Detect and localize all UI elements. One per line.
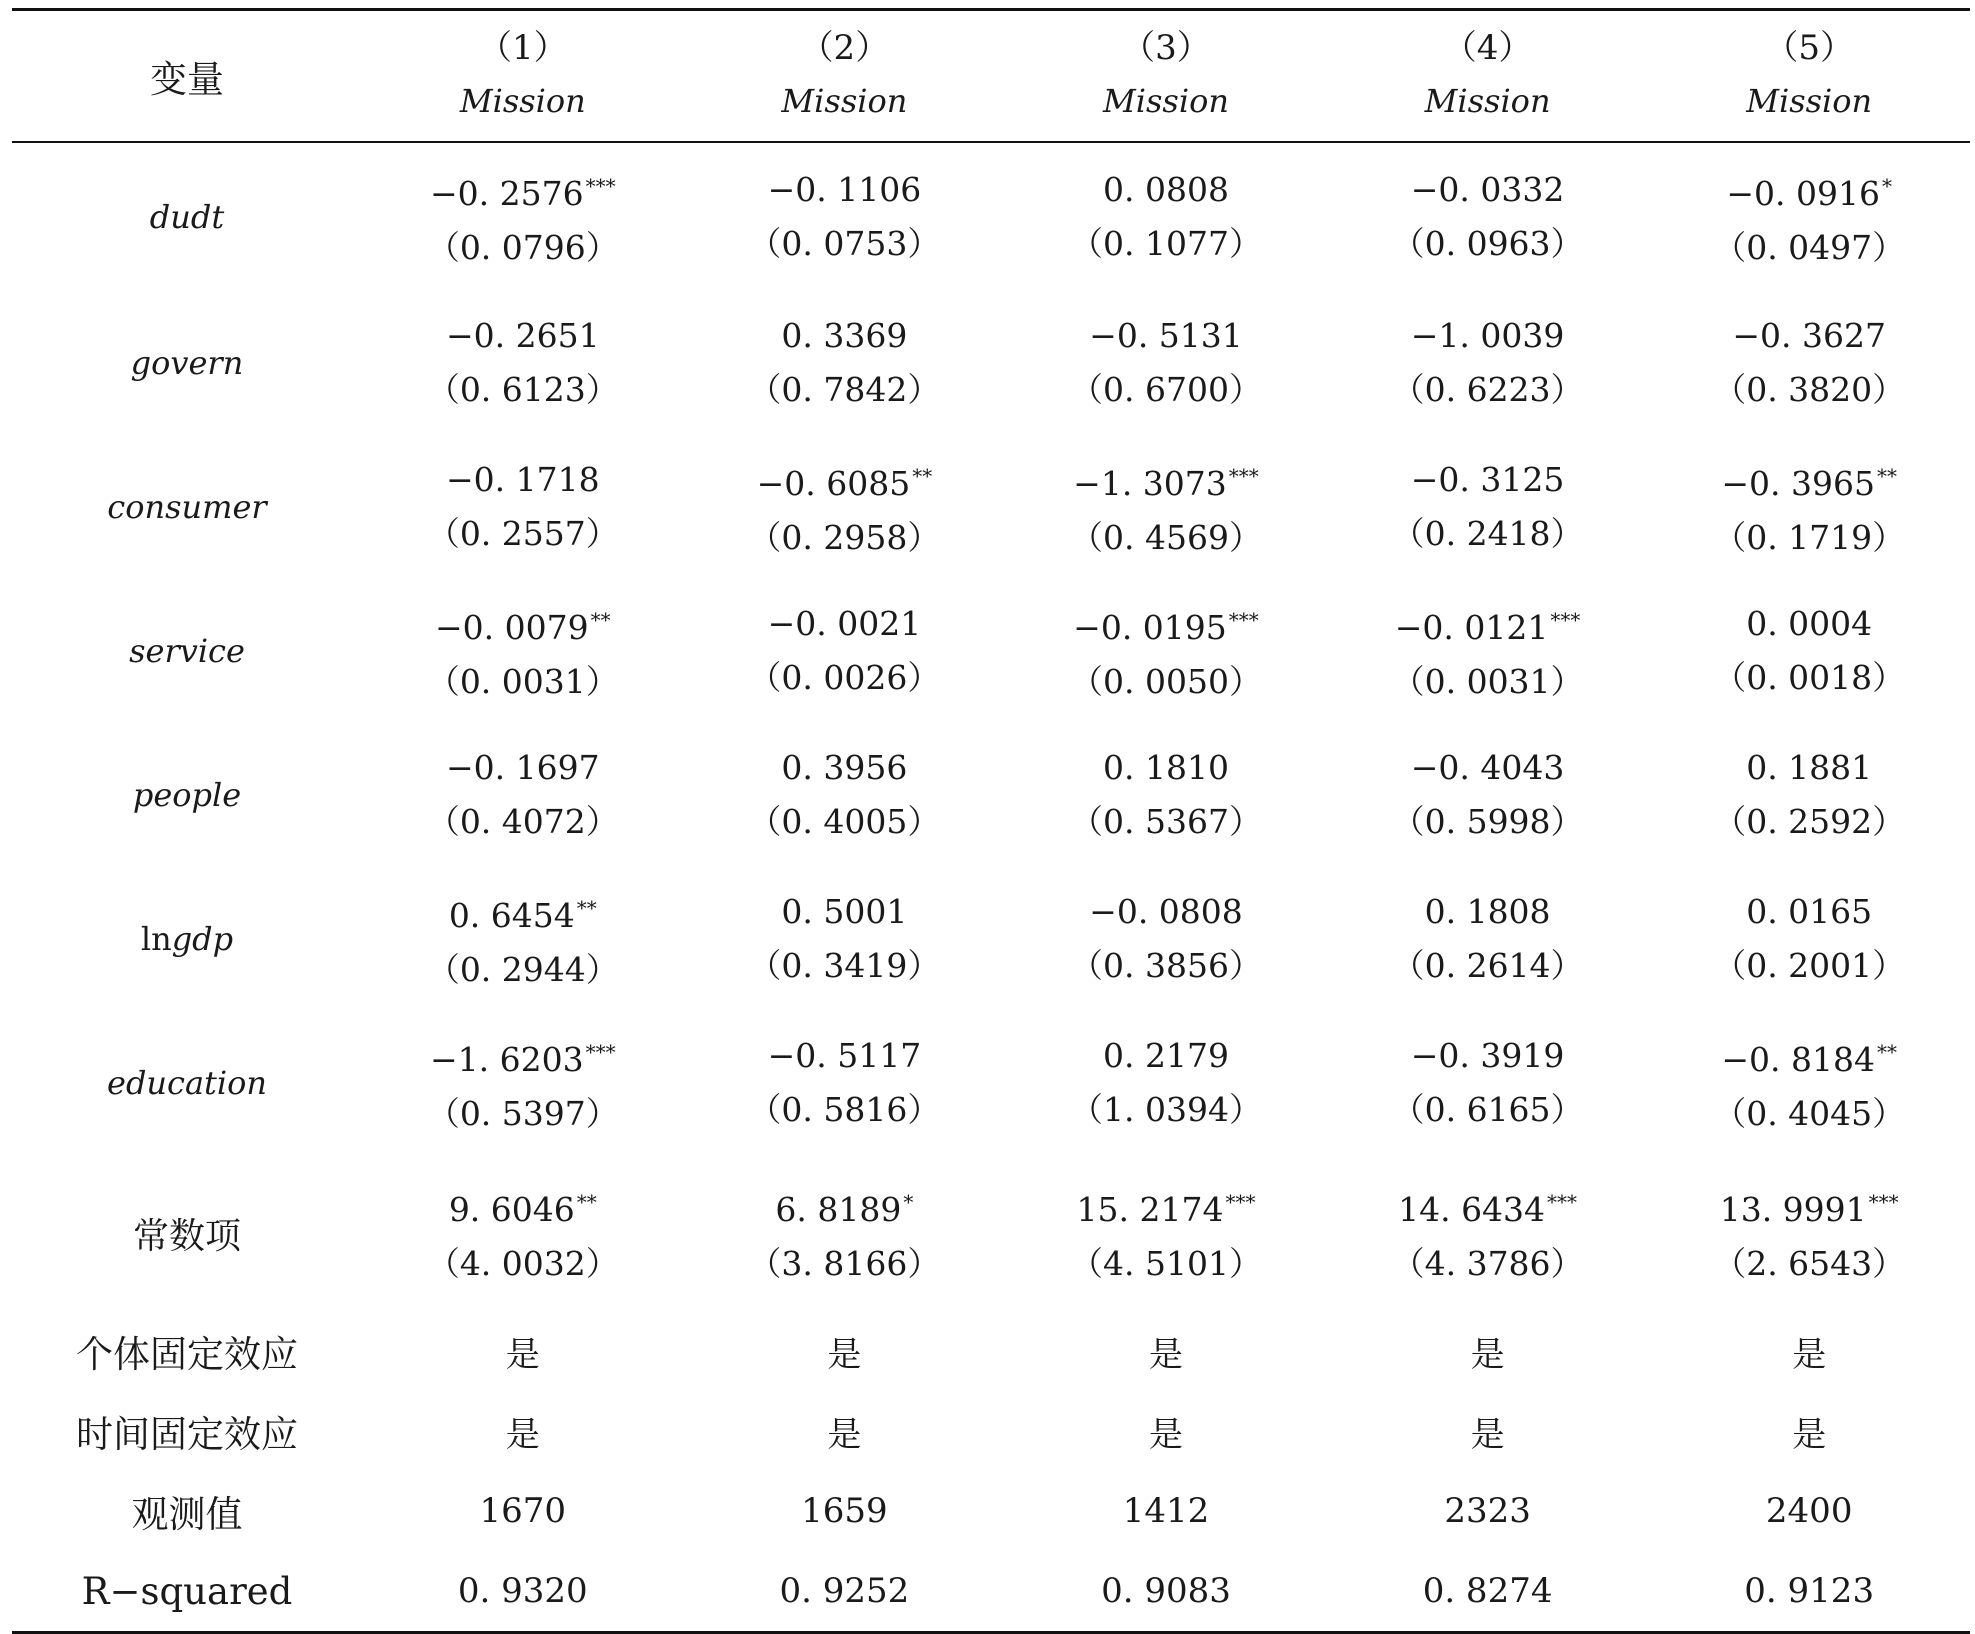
- coefficient: [362, 159, 684, 221]
- standard-error: （0. 2944）: [426, 950, 619, 989]
- coefficient-value: −1. 0039: [1410, 316, 1565, 355]
- coefficient-row: [12, 291, 1970, 435]
- estimate-cell: [1327, 867, 1649, 1011]
- standard-error: （0. 3820）: [1713, 370, 1906, 409]
- summary-value: 0. 8274: [1327, 1551, 1649, 1633]
- summary-value: 1659: [801, 1491, 888, 1531]
- estimate-cell: [362, 142, 684, 291]
- coefficient: [362, 741, 684, 795]
- standard-error: （0. 4005）: [748, 802, 941, 841]
- significance-stars: ***: [1225, 1190, 1256, 1214]
- variable-name-text: service: [129, 632, 245, 670]
- variable-name: [12, 291, 362, 435]
- summary-value: 0. 9320: [362, 1551, 684, 1633]
- estimate-block: [362, 1025, 684, 1141]
- coefficient: [684, 885, 1006, 939]
- summary-row: [12, 1551, 1970, 1633]
- variable-name: [12, 723, 362, 867]
- standard-error: （0. 5367）: [1070, 802, 1262, 841]
- model-number: （4）: [1442, 28, 1533, 68]
- model-number: （3）: [1121, 28, 1211, 68]
- coefficient-value: −0. 0021: [767, 604, 922, 643]
- estimate-cell: [1005, 291, 1327, 435]
- summary-value: 1412: [1122, 1491, 1210, 1531]
- standard-error: （0. 1077）: [1070, 224, 1262, 263]
- estimate-cell: [1648, 579, 1970, 723]
- standard-error: （0. 0018）: [1713, 658, 1906, 697]
- standard-error: （0. 5397）: [426, 1094, 619, 1133]
- variable-name: [12, 142, 362, 291]
- estimate-cell: [1327, 142, 1649, 291]
- coefficient-value: 0. 6454: [448, 896, 575, 935]
- coefficient: [1005, 741, 1327, 795]
- estimate-cell: [1648, 723, 1970, 867]
- standard-error: （0. 4045）: [1713, 1094, 1906, 1133]
- summary-value: 2323: [1444, 1491, 1531, 1531]
- estimate-block: [1005, 1029, 1327, 1137]
- estimate-block: [684, 1029, 1006, 1137]
- estimate-cell: [362, 435, 684, 579]
- standard-error: （0. 2001）: [1713, 946, 1906, 985]
- coefficient: [1005, 163, 1327, 217]
- estimate-cell: [1005, 1155, 1327, 1311]
- coefficient: [1327, 309, 1649, 363]
- significance-stars: *: [1881, 174, 1892, 198]
- coefficient-row: [12, 723, 1970, 867]
- estimate-block: [684, 309, 1006, 417]
- estimate-cell: [1327, 435, 1649, 579]
- table-body: [12, 142, 1970, 1633]
- significance-stars: ***: [1228, 464, 1259, 488]
- estimate-block: [1005, 449, 1327, 565]
- estimate-cell: [684, 867, 1006, 1011]
- coefficient-value: 9. 6046: [448, 1190, 575, 1229]
- coefficient: [1327, 741, 1649, 795]
- coefficient-value: −0. 5117: [767, 1036, 922, 1075]
- coefficient: [362, 881, 684, 943]
- variable-name-text: gdp: [171, 920, 234, 958]
- estimate-cell: [1327, 579, 1649, 723]
- summary-value: 是: [1792, 1334, 1827, 1375]
- coefficient: [1648, 309, 1970, 363]
- standard-error: （0. 7842）: [748, 370, 941, 409]
- variable-name: [12, 1155, 362, 1311]
- coefficient: [684, 163, 1006, 217]
- coefficient: [684, 1175, 1006, 1237]
- coefficient-value: −0. 1106: [767, 170, 922, 209]
- coefficient-value: −0. 1718: [445, 460, 600, 499]
- variable-name: [12, 435, 362, 579]
- standard-error: （2. 6543）: [1713, 1244, 1906, 1283]
- variable-name: [12, 867, 362, 1011]
- standard-error: （0. 0050）: [1070, 662, 1262, 701]
- estimate-cell: [1005, 867, 1327, 1011]
- standard-error: （4. 5101）: [1070, 1244, 1262, 1283]
- estimate-cell: [1648, 291, 1970, 435]
- coefficient: [684, 741, 1006, 795]
- estimate-cell: [684, 291, 1006, 435]
- estimate-block: [1648, 159, 1970, 275]
- variable-name-text: people: [132, 776, 242, 814]
- summary-value: 是: [1148, 1334, 1183, 1375]
- summary-row: [12, 1391, 1970, 1471]
- model-column-header-1: [362, 10, 684, 143]
- coefficient-value: 0. 3369: [781, 316, 908, 355]
- summary-value: 是: [505, 1334, 540, 1375]
- summary-value: 是: [827, 1334, 862, 1375]
- variable-name-prefix: ln: [140, 920, 172, 958]
- coefficient: [362, 593, 684, 655]
- coefficient-value: −0. 0916: [1726, 174, 1880, 213]
- significance-stars: **: [1876, 1040, 1897, 1064]
- dependent-variable: Mission: [1103, 82, 1229, 120]
- standard-error: （0. 0026）: [748, 658, 941, 697]
- coefficient-value: 0. 0004: [1746, 604, 1873, 643]
- estimate-cell: [684, 579, 1006, 723]
- variable-name-text: govern: [130, 344, 244, 382]
- coefficient: [362, 309, 684, 363]
- model-column-header-5: [1648, 10, 1970, 143]
- estimate-block: [362, 309, 684, 417]
- coefficient: [1005, 593, 1327, 655]
- coefficient: [1327, 1175, 1649, 1237]
- coefficient-value: 14. 6434: [1398, 1190, 1546, 1229]
- coefficient: [1648, 1175, 1970, 1237]
- coefficient-row: [12, 1011, 1970, 1155]
- estimate-cell: [362, 867, 684, 1011]
- estimate-block: [1327, 593, 1649, 709]
- summary-row: [12, 1471, 1970, 1551]
- summary-value: 0. 9083: [1005, 1551, 1327, 1633]
- estimate-block: [1327, 741, 1649, 849]
- estimate-block: [1648, 1025, 1970, 1141]
- estimate-block: [1005, 593, 1327, 709]
- coefficient-value: −0. 1697: [445, 748, 600, 787]
- standard-error: （1. 0394）: [1070, 1090, 1262, 1129]
- estimate-block: [1327, 885, 1649, 993]
- coefficient: [1327, 885, 1649, 939]
- standard-error: （0. 2958）: [748, 518, 941, 557]
- coefficient: [362, 453, 684, 507]
- standard-error: （0. 2557）: [426, 514, 619, 553]
- summary-label: R−squared: [12, 1551, 362, 1633]
- significance-stars: ***: [1547, 1190, 1578, 1214]
- standard-error: （0. 4072）: [426, 802, 619, 841]
- header-row: [12, 10, 1970, 143]
- estimate-block: [1648, 885, 1970, 993]
- estimate-block: [362, 159, 684, 275]
- coefficient: [684, 309, 1006, 363]
- estimate-cell: [1005, 435, 1327, 579]
- estimate-block: [1005, 163, 1327, 271]
- estimate-block: [1327, 1175, 1649, 1291]
- summary-value: 是: [505, 1414, 540, 1455]
- coefficient-value: 6. 8189: [775, 1190, 902, 1229]
- significance-stars: **: [590, 608, 611, 632]
- dependent-variable: Mission: [781, 82, 908, 120]
- estimate-block: [362, 453, 684, 561]
- coefficient-value: 0. 0808: [1103, 170, 1229, 209]
- regression-table: [12, 8, 1970, 1634]
- summary-label: 个体固定效应: [76, 1333, 298, 1376]
- estimate-cell: [1327, 1155, 1649, 1311]
- coefficient-value: −0. 2576: [429, 174, 584, 213]
- coefficient-value: −0. 5131: [1089, 316, 1243, 355]
- estimate-cell: [1648, 867, 1970, 1011]
- coefficient: [1648, 159, 1970, 221]
- coefficient: [1327, 453, 1649, 507]
- summary-value: 2400: [1765, 1491, 1853, 1531]
- coefficient: [1327, 163, 1649, 217]
- estimate-cell: [684, 142, 1006, 291]
- standard-error: （0. 4569）: [1070, 518, 1262, 557]
- standard-error: （0. 6223）: [1391, 370, 1584, 409]
- coefficient: [1648, 741, 1970, 795]
- model-column-header-3: [1005, 10, 1327, 143]
- estimate-cell: [684, 1155, 1006, 1311]
- coefficient: [1648, 1025, 1970, 1087]
- coefficient: [1648, 885, 1970, 939]
- coefficient-value: −1. 3073: [1073, 464, 1227, 503]
- estimate-block: [684, 1175, 1006, 1291]
- coefficient-value: −0. 4043: [1410, 748, 1565, 787]
- estimate-block: [1327, 453, 1649, 561]
- coefficient: [1005, 1029, 1327, 1083]
- estimate-cell: [1648, 1155, 1970, 1311]
- estimate-block: [1648, 1175, 1970, 1291]
- coefficient-value: 0. 0165: [1746, 892, 1873, 931]
- estimate-cell: [684, 435, 1006, 579]
- variable-name-text: education: [107, 1064, 267, 1102]
- estimate-block: [362, 593, 684, 709]
- summary-value: 是: [1470, 1334, 1505, 1375]
- significance-stars: **: [576, 896, 597, 920]
- coefficient-value: −0. 3125: [1410, 460, 1565, 499]
- coefficient-value: 0. 2179: [1103, 1036, 1229, 1075]
- variable-name: [12, 579, 362, 723]
- estimate-cell: [684, 723, 1006, 867]
- coefficient: [362, 1175, 684, 1237]
- estimate-cell: [362, 723, 684, 867]
- coefficient: [1327, 593, 1649, 655]
- coefficient-value: −0. 0332: [1410, 170, 1565, 209]
- estimate-block: [1648, 597, 1970, 705]
- significance-stars: *: [903, 1190, 914, 1214]
- estimate-block: [1005, 885, 1327, 993]
- estimate-cell: [362, 1011, 684, 1155]
- coefficient-value: −0. 3627: [1732, 316, 1886, 355]
- significance-stars: ***: [585, 174, 616, 198]
- estimate-block: [1648, 449, 1970, 565]
- coefficient: [684, 1029, 1006, 1083]
- estimate-block: [362, 741, 684, 849]
- estimate-block: [1005, 309, 1327, 417]
- standard-error: （3. 8166）: [748, 1244, 941, 1283]
- significance-stars: ***: [1550, 608, 1581, 632]
- significance-stars: ***: [585, 1040, 616, 1064]
- variable-name: [12, 1011, 362, 1155]
- coefficient-value: 0. 1881: [1746, 748, 1873, 787]
- significance-stars: **: [576, 1190, 597, 1214]
- standard-error: （0. 5816）: [748, 1090, 941, 1129]
- standard-error: （0. 6165）: [1391, 1090, 1584, 1129]
- estimate-cell: [362, 579, 684, 723]
- standard-error: （0. 0796）: [426, 228, 619, 267]
- summary-label: 时间固定效应: [76, 1413, 298, 1456]
- dependent-variable: Mission: [1746, 82, 1873, 120]
- standard-error: （0. 0753）: [748, 224, 941, 263]
- estimate-block: [1005, 1175, 1327, 1291]
- standard-error: （0. 0497）: [1713, 228, 1906, 267]
- estimate-cell: [362, 1155, 684, 1311]
- model-number: （2）: [799, 28, 890, 68]
- estimate-block: [684, 449, 1006, 565]
- standard-error: （4. 3786）: [1391, 1244, 1584, 1283]
- estimate-block: [1648, 309, 1970, 417]
- coefficient-row: [12, 435, 1970, 579]
- estimate-cell: [1327, 291, 1649, 435]
- standard-error: （0. 0031）: [426, 662, 619, 701]
- regression-table-container: [12, 8, 1970, 1634]
- coefficient: [1327, 1029, 1649, 1083]
- summary-value: 是: [1470, 1414, 1505, 1455]
- estimate-cell: [362, 291, 684, 435]
- standard-error: （0. 0031）: [1391, 662, 1584, 701]
- summary-label: 观测值: [131, 1493, 243, 1536]
- significance-stars: **: [912, 464, 933, 488]
- coefficient-value: 0. 3956: [781, 748, 908, 787]
- coefficient: [1005, 885, 1327, 939]
- coefficient-value: 15. 2174: [1076, 1190, 1224, 1229]
- coefficient-value: −0. 3965: [1721, 464, 1875, 503]
- coefficient-value: −0. 3919: [1410, 1036, 1565, 1075]
- summary-value: 是: [1792, 1414, 1827, 1455]
- summary-value: 0. 9252: [684, 1551, 1006, 1633]
- coefficient: [1648, 597, 1970, 651]
- summary-value: 0. 9123: [1648, 1551, 1970, 1633]
- significance-stars: **: [1876, 464, 1897, 488]
- table-header: [12, 10, 1970, 143]
- estimate-cell: [1005, 723, 1327, 867]
- summary-value: 1670: [479, 1491, 567, 1531]
- coefficient-value: 0. 1810: [1103, 748, 1229, 787]
- coefficient-row: [12, 142, 1970, 291]
- coefficient-row: [12, 579, 1970, 723]
- estimate-cell: [1648, 1011, 1970, 1155]
- estimate-cell: [1327, 723, 1649, 867]
- standard-error: （0. 6123）: [426, 370, 619, 409]
- estimate-cell: [1327, 1011, 1649, 1155]
- coefficient-value: −0. 0121: [1394, 608, 1549, 647]
- significance-stars: ***: [1868, 1190, 1899, 1214]
- coefficient-value: −0. 0079: [434, 608, 589, 647]
- dependent-variable: Mission: [459, 82, 586, 120]
- coefficient: [362, 1025, 684, 1087]
- estimate-cell: [1005, 1011, 1327, 1155]
- estimate-block: [1327, 1029, 1649, 1137]
- coefficient-value: 13. 9991: [1719, 1190, 1867, 1229]
- model-column-header-4: [1327, 10, 1649, 143]
- coefficient-value: −0. 6085: [756, 464, 911, 503]
- coefficient: [684, 449, 1006, 511]
- summary-value: 是: [1148, 1414, 1183, 1455]
- coefficient-value: −0. 0808: [1089, 892, 1243, 931]
- coefficient-value: −1. 6203: [429, 1040, 584, 1079]
- estimate-cell: [1005, 142, 1327, 291]
- summary-value: 是: [827, 1414, 862, 1455]
- estimate-block: [684, 163, 1006, 271]
- coefficient-value: 0. 5001: [781, 892, 908, 931]
- estimate-block: [362, 1175, 684, 1291]
- model-number: （1）: [477, 28, 568, 68]
- estimate-cell: [684, 1011, 1006, 1155]
- coefficient: [1005, 449, 1327, 511]
- coefficient: [1005, 1175, 1327, 1237]
- coefficient: [684, 597, 1006, 651]
- estimate-block: [684, 597, 1006, 705]
- standard-error: （0. 2614）: [1391, 946, 1584, 985]
- estimate-block: [1005, 741, 1327, 849]
- coefficient: [1005, 309, 1327, 363]
- variable-name-text: dudt: [149, 198, 225, 236]
- coefficient-value: −0. 0195: [1073, 608, 1227, 647]
- standard-error: （4. 0032）: [426, 1244, 619, 1283]
- standard-error: （0. 3856）: [1070, 946, 1262, 985]
- variable-column-header: 变量: [12, 10, 362, 143]
- coefficient-value: 0. 1808: [1424, 892, 1551, 931]
- model-number: （5）: [1764, 28, 1854, 68]
- estimate-block: [1327, 163, 1649, 271]
- estimate-block: [684, 885, 1006, 993]
- coefficient: [1648, 449, 1970, 511]
- standard-error: （0. 3419）: [748, 946, 941, 985]
- estimate-block: [362, 881, 684, 997]
- estimate-cell: [1648, 142, 1970, 291]
- coefficient-row: [12, 1155, 1970, 1311]
- coefficient-value: −0. 8184: [1721, 1040, 1875, 1079]
- standard-error: （0. 6700）: [1070, 370, 1262, 409]
- coefficient-row: [12, 867, 1970, 1011]
- estimate-cell: [1005, 579, 1327, 723]
- model-column-header-2: [684, 10, 1006, 143]
- variable-name-text: 常数项: [132, 1215, 241, 1257]
- summary-row: [12, 1311, 1970, 1391]
- estimate-block: [1648, 741, 1970, 849]
- variable-name-text: consumer: [107, 488, 267, 526]
- standard-error: （0. 1719）: [1713, 518, 1906, 557]
- significance-stars: ***: [1228, 608, 1259, 632]
- estimate-block: [1327, 309, 1649, 417]
- dependent-variable: Mission: [1424, 82, 1551, 120]
- coefficient-value: −0. 2651: [445, 316, 600, 355]
- standard-error: （0. 2418）: [1391, 514, 1584, 553]
- standard-error: （0. 0963）: [1391, 224, 1584, 263]
- estimate-block: [684, 741, 1006, 849]
- standard-error: （0. 5998）: [1391, 802, 1584, 841]
- standard-error: （0. 2592）: [1713, 802, 1906, 841]
- estimate-cell: [1648, 435, 1970, 579]
